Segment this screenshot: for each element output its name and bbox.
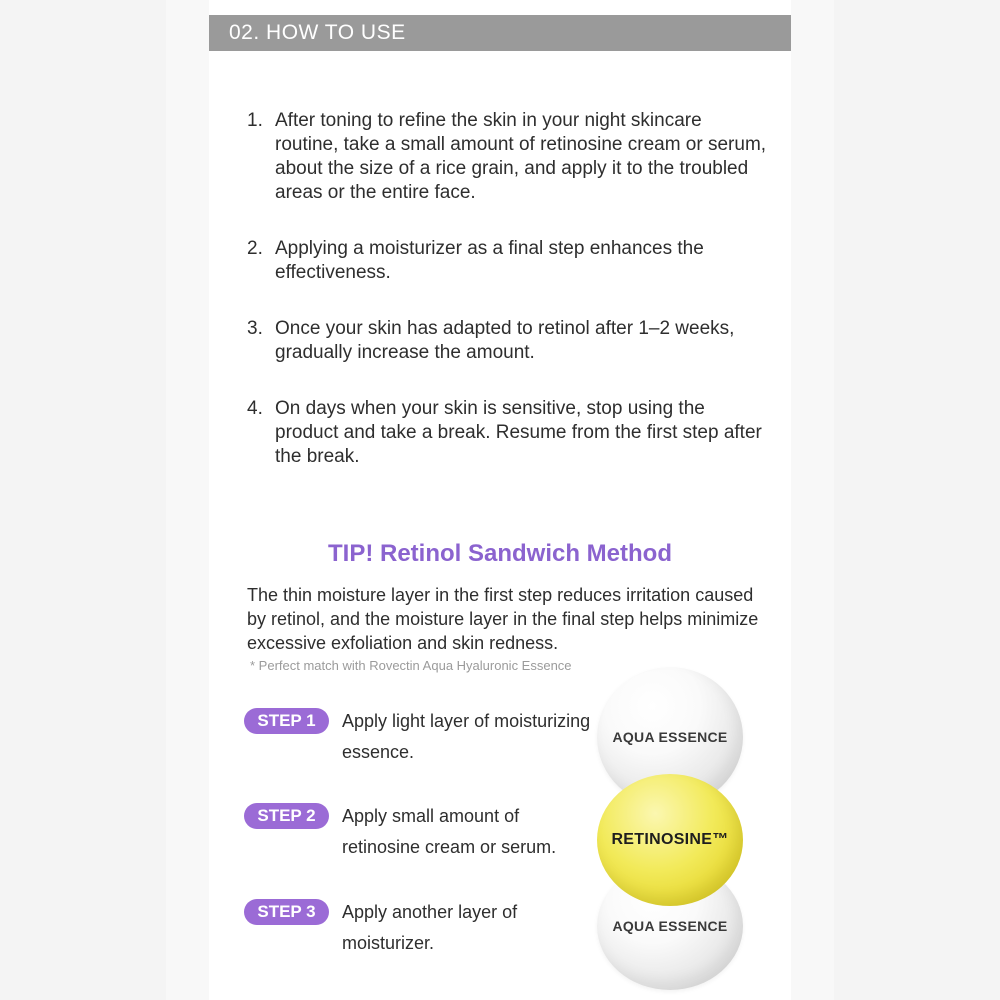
instruction-text: After toning to refine the skin in your night skincare routine, take a small amount of retinosine cream or serum, about the size of a rice grain, and apply it to the troubled areas or the entire face.: [275, 110, 767, 203]
instruction-text: Once your skin has adapted to retinol after 1–2 weeks, gradually increase the amount.: [275, 318, 735, 363]
step-3-badge: STEP 3: [244, 899, 329, 925]
instruction-text: Applying a moisturizer as a final step enhances the effectiveness.: [275, 238, 704, 283]
instruction-number: 3.: [247, 318, 263, 339]
drop-label: AQUA ESSENCE: [612, 918, 728, 934]
instruction-number: 4.: [247, 398, 263, 419]
step-3-text: Apply another layer of moisturizer.: [342, 902, 518, 953]
section-title: 02. HOW TO USE: [229, 21, 406, 44]
drop-label: AQUA ESSENCE: [612, 729, 728, 745]
step-1-badge: STEP 1: [244, 708, 329, 734]
tip-title: TIP! Retinol Sandwich Method: [328, 540, 672, 567]
tip-description: The thin moisture layer in the first step reduces irritation caused by retinol, and the moisture layer in the final step helps minimize excessive exfoliation and skin redness.: [247, 585, 759, 653]
left-margin: [0, 0, 166, 1000]
retinosine-drop: [597, 774, 743, 906]
drop-label: RETINOSINE™: [611, 831, 729, 848]
step-2-badge: STEP 2: [244, 803, 329, 829]
instruction-number: 2.: [247, 238, 263, 259]
step-2-text: Apply small amount of retinosine cream or serum.: [342, 806, 557, 857]
instruction-text: On days when your skin is sensitive, stop using the product and take a break. Resume from the first step after the break.: [275, 398, 762, 467]
tip-note: * Perfect match with Rovectin Aqua Hyaluronic Essence: [250, 658, 572, 673]
right-margin: [834, 0, 1000, 1000]
instruction-number: 1.: [247, 110, 263, 131]
step-1-text: Apply light layer of moisturizing essence.: [342, 711, 591, 762]
